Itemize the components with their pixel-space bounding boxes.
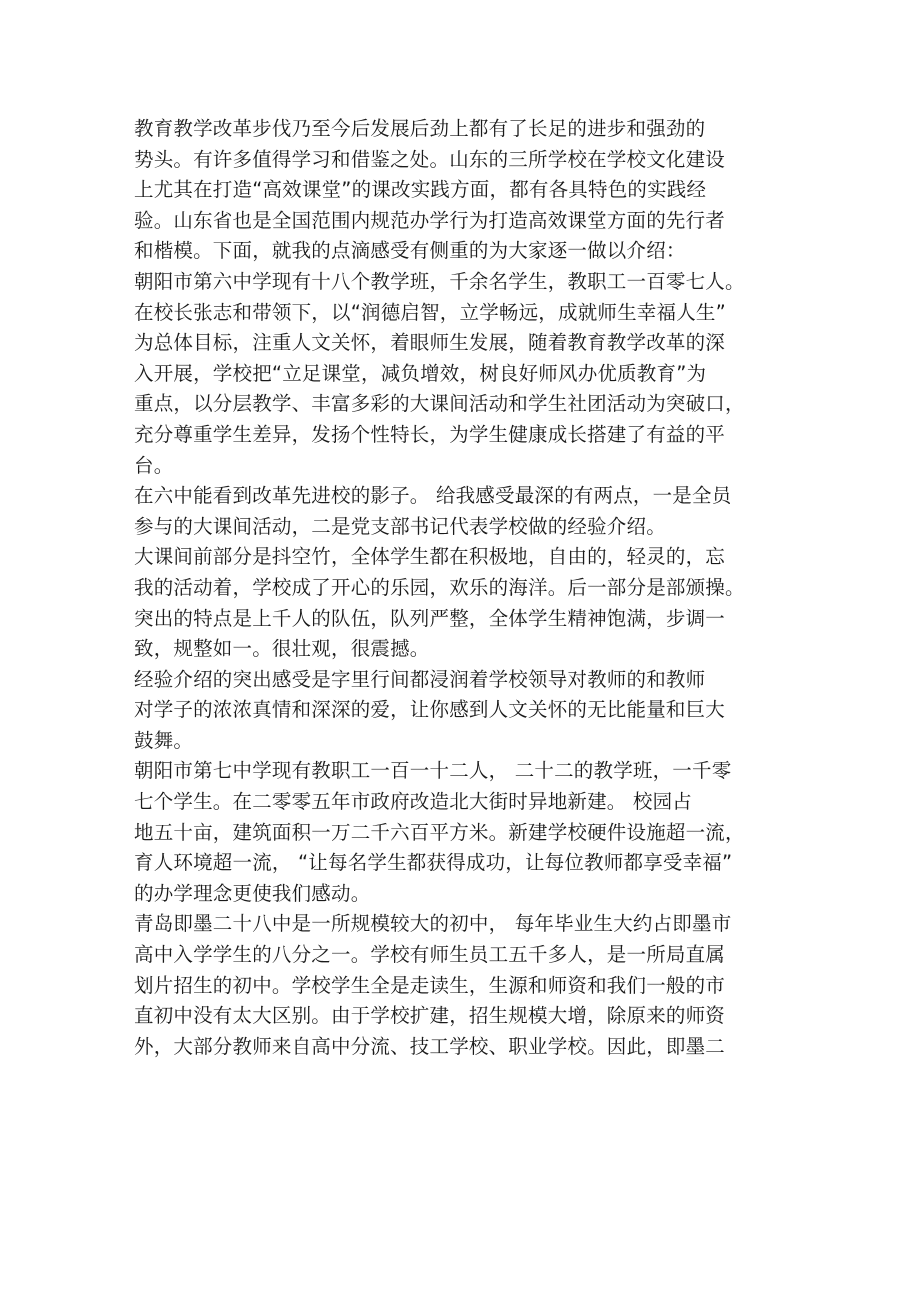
text-line: 势头。有许多值得学习和借鉴之处。山东的三所学校在学校文化建设 — [134, 147, 726, 171]
document-body-text — [134, 114, 774, 1062]
text-line: 上尤其在打造“高效课堂”的课改实践方面，都有各具特色的实践经 — [134, 178, 707, 202]
text-line: 育人环境超一流， “让每名学生都获得成功，让每位教师都享受幸福” — [134, 851, 733, 875]
text-line: 七个学生。在二零零五年市政府改造北大街时异地新建。 校园占 — [134, 790, 692, 814]
text-line: 验。山东省也是全国范围内规范办学行为打造高效课堂方面的先行者 — [134, 208, 726, 232]
text-line: 朝阳市第六中学现有十八个教学班，千余名学生，教职工一百零七人。 — [134, 269, 745, 293]
text-line: 重点，以分层教学、丰富多彩的大课间活动和学生社团活动为突破口， — [134, 392, 745, 416]
text-line: 在校长张志和带领下，以“润德启智，立学畅远，成就师生幸福人生” — [134, 300, 726, 324]
text-line: 高中入学学生的八分之一。学校有师生员工五千多人，是一所局直属 — [134, 943, 726, 967]
text-line: 划片招生的初中。学校学生全是走读生，生源和师资和我们一般的市 — [134, 973, 726, 997]
text-line: 的办学理念更使我们感动。 — [134, 881, 371, 905]
text-line: 大课间前部分是抖空竹，全体学生都在积极地，自由的，轻灵的，忘 — [134, 545, 726, 569]
text-line: 朝阳市第七中学现有教职工一百一十二人， 二十二的教学班，一千零 — [134, 759, 732, 783]
text-line: 鼓舞。 — [134, 728, 194, 752]
text-line: 对学子的浓浓真情和深深的爱，让你感到人文关怀的无比能量和巨大 — [134, 698, 726, 722]
text-line: 入开展，学校把“立足课堂，减负增效，树良好师风办优质教育”为 — [134, 361, 707, 385]
text-line: 和楷模。下面，就我的点滴感受有侧重的为大家逐一做以介绍： — [134, 239, 686, 263]
text-line: 青岛即墨二十八中是一所规模较大的初中， 每年毕业生大约占即墨市 — [134, 912, 732, 936]
text-line: 我的活动着，学校成了开心的乐园，欢乐的海洋。后一部分是部颁操。 — [134, 575, 745, 599]
text-line: 直初中没有太大区别。由于学校扩建，招生规模大增，除原来的师资 — [134, 1004, 726, 1028]
text-line: 为总体目标，注重人文关怀，着眼师生发展，随着教育教学改革的深 — [134, 331, 726, 355]
text-line: 外，大部分教师来自高中分流、技工学校、职业学校。因此，即墨二 — [134, 1034, 726, 1058]
text-line: 台。 — [134, 453, 174, 477]
text-line: 参与的大课间活动，二是党支部书记代表学校做的经验介绍。 — [134, 514, 666, 538]
text-line: 突出的特点是上千人的队伍，队列严整，全体学生精神饱满，步调一 — [134, 606, 726, 630]
text-line: 在六中能看到改革先进校的影子。 给我感受最深的有两点，一是全员 — [134, 484, 732, 508]
text-line: 致，规整如一。很壮观，很震撼。 — [134, 637, 430, 661]
text-line: 教育教学改革步伐乃至今后发展后劲上都有了长足的进步和强劲的 — [134, 117, 706, 140]
text-line: 经验介绍的突出感受是字里行间都浸润着学校领导对教师的和教师 — [134, 667, 706, 691]
text-line: 地五十亩，建筑面积一万二千六百平方米。新建学校硬件设施超一流， — [134, 820, 745, 844]
text-line: 充分尊重学生差异，发扬个性特长，为学生健康成长搭建了有益的平 — [134, 422, 726, 446]
